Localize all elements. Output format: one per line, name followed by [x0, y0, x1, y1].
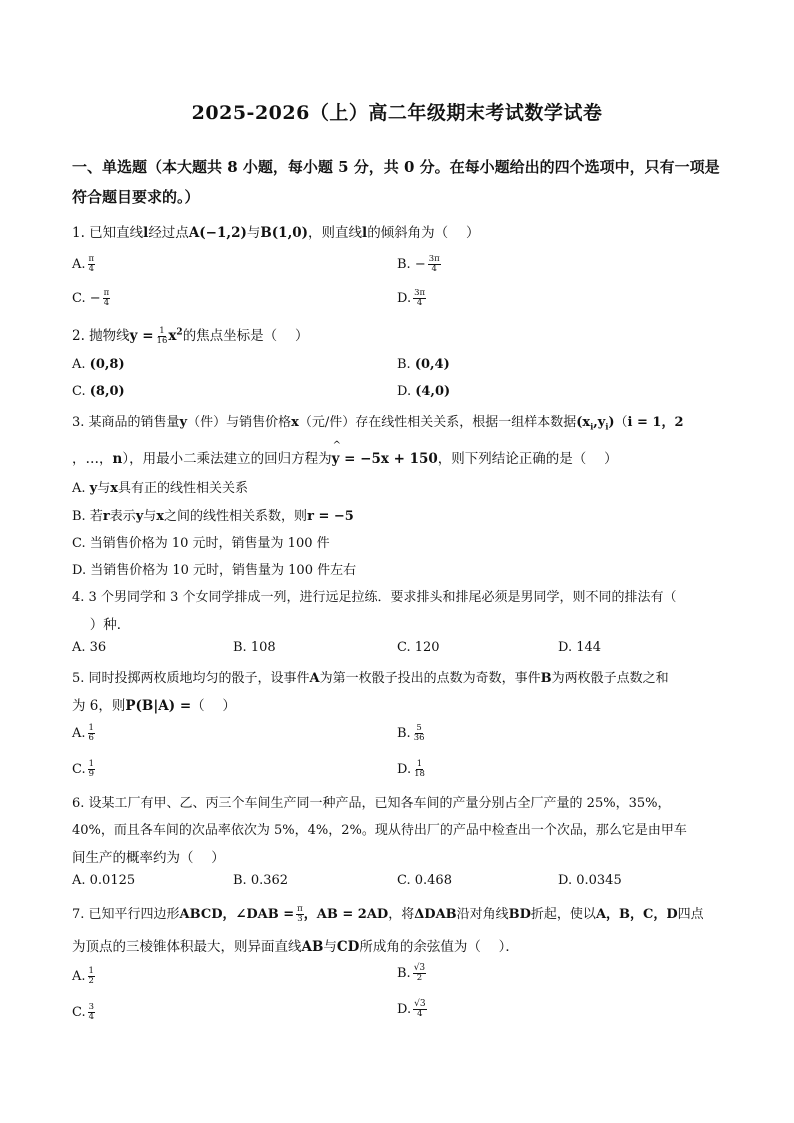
- exam-title: 2025-2026（上）高二年级期末考试数学试卷: [191, 102, 603, 124]
- question-5-option-d[interactable]: D. $\frac{1}{18}$: [397, 759, 425, 779]
- question-4-stem-line-2: ）种．: [72, 617, 131, 633]
- question-2-option-d[interactable]: D. (4,0): [397, 384, 451, 399]
- question-6-option-b[interactable]: B. 0.362: [233, 873, 289, 888]
- question-5-option-c[interactable]: C. $\frac{1}{9}$: [72, 759, 95, 779]
- question-2-option-c[interactable]: C. (8,0): [72, 384, 125, 399]
- question-3-option-c[interactable]: C. 当销售价格为 10 元时，销售量为 100 件: [72, 536, 330, 551]
- question-1-option-a[interactable]: A. $\frac{\pi}{4}$: [72, 254, 95, 274]
- question-3-stem-line-1: 3. 某商品的销售量y（件）与销售价格x（元/件）存在线性相关关系，根据一组样本数据$(x_i,y_i)(i = 1$，2: [72, 415, 684, 432]
- question-7-stem-line-2: 为顶点的三棱锥体积最大，则异面直线AB与CD所成角的余弦值为（ ）．: [72, 939, 519, 955]
- question-4-option-b[interactable]: B. 108: [233, 640, 276, 655]
- question-2-stem: 2. 抛物线y = $\frac{1}{16}$ $x^2$的焦点坐标是（ ）: [72, 326, 309, 346]
- section-heading-single-choice: 一、单选题（本大题共 8 小题，每小题 5 分，共 0 分。在每小题给出的四个选项中，只有一项是符合题目要求的。）: [72, 158, 720, 206]
- question-1-stem: 1. 已知直线l经过点A(−1,2)与B(1,0)，则直线l的倾斜角为（ ）: [72, 225, 480, 241]
- question-7-stem-line-1: 7. 已知平行四边形ABCD，∠DAB = $\frac{\pi}{3}$ ，AB = 2AD，将ΔDAB沿对角线BD折起，使以A，B，C，D四点: [72, 904, 704, 924]
- question-7-option-b[interactable]: B. $\frac{√3}{2}$: [397, 963, 426, 983]
- question-6-option-c[interactable]: C. 0.468: [397, 873, 452, 888]
- question-4-stem-line-1: 4. 3 个男同学和 3 个女同学排成一列，进行远足拉练．要求排头和排尾必须是男同学，则不同的排法有（: [72, 590, 677, 605]
- question-6-stem-line-1: 6. 设某工厂有甲、乙、丙三个车间生产同一种产品，已知各车间的产量分别占全厂产量的 25%，35%，: [72, 796, 671, 811]
- question-2-option-b[interactable]: B. (0,4): [397, 357, 450, 372]
- question-7-option-a[interactable]: A. $\frac{1}{2}$: [72, 966, 94, 986]
- question-4-option-d[interactable]: D. 144: [558, 640, 602, 655]
- question-6-stem-line-2: 40%，而且各车间的次品率依次为 5%，4%，2%。现从待出厂的产品中检查出一个次品，那么它是由甲车: [72, 823, 687, 838]
- question-3-option-b[interactable]: B. 若r表示y与x之间的线性相关系数，则r = −5: [72, 509, 354, 524]
- question-3-option-a[interactable]: A. y与x具有正的线性相关关系: [72, 481, 249, 496]
- question-7-option-c[interactable]: C. $\frac{3}{4}$: [72, 1002, 95, 1022]
- question-6-stem-line-3: 间生产的概率约为（ ）: [72, 850, 225, 866]
- question-1-option-b[interactable]: B. − $\frac{3\pi}{4}$: [397, 254, 440, 274]
- question-5-option-a[interactable]: A. $\frac{1}{6}$: [72, 723, 94, 743]
- question-6-option-a[interactable]: A. 0.0125: [72, 873, 136, 888]
- question-5-stem-line-2: 为 6，则P(B|A) =（ ）: [72, 698, 236, 714]
- question-3-stem-line-2: ，…，n），用最小二乘法建立的回归方程为 ^ y = −5x + 150，则下列结论正确的是（ ）: [72, 440, 618, 467]
- question-1-option-c[interactable]: C. − $\frac{\pi}{4}$: [72, 288, 110, 308]
- question-5-stem-line-1: 5. 同时投掷两枚质地均匀的骰子，设事件A为第一枚骰子投出的点数为奇数，事件B为两枚骰子点数之和: [72, 671, 669, 686]
- question-2-option-a[interactable]: A. (0,8): [72, 357, 125, 372]
- question-7-option-d[interactable]: D. $\frac{√3}{4}$: [397, 999, 426, 1019]
- question-1-option-d[interactable]: D. $\frac{3\pi}{4}$: [397, 288, 426, 308]
- question-4-option-c[interactable]: C. 120: [397, 640, 440, 655]
- question-3-option-d[interactable]: D. 当销售价格为 10 元时，销售量为 100 件左右: [72, 563, 357, 578]
- question-4-option-a[interactable]: A. 36: [72, 640, 107, 655]
- question-6-option-d[interactable]: D. 0.0345: [558, 873, 622, 888]
- question-5-option-b[interactable]: B. $\frac{5}{36}$: [397, 723, 425, 743]
